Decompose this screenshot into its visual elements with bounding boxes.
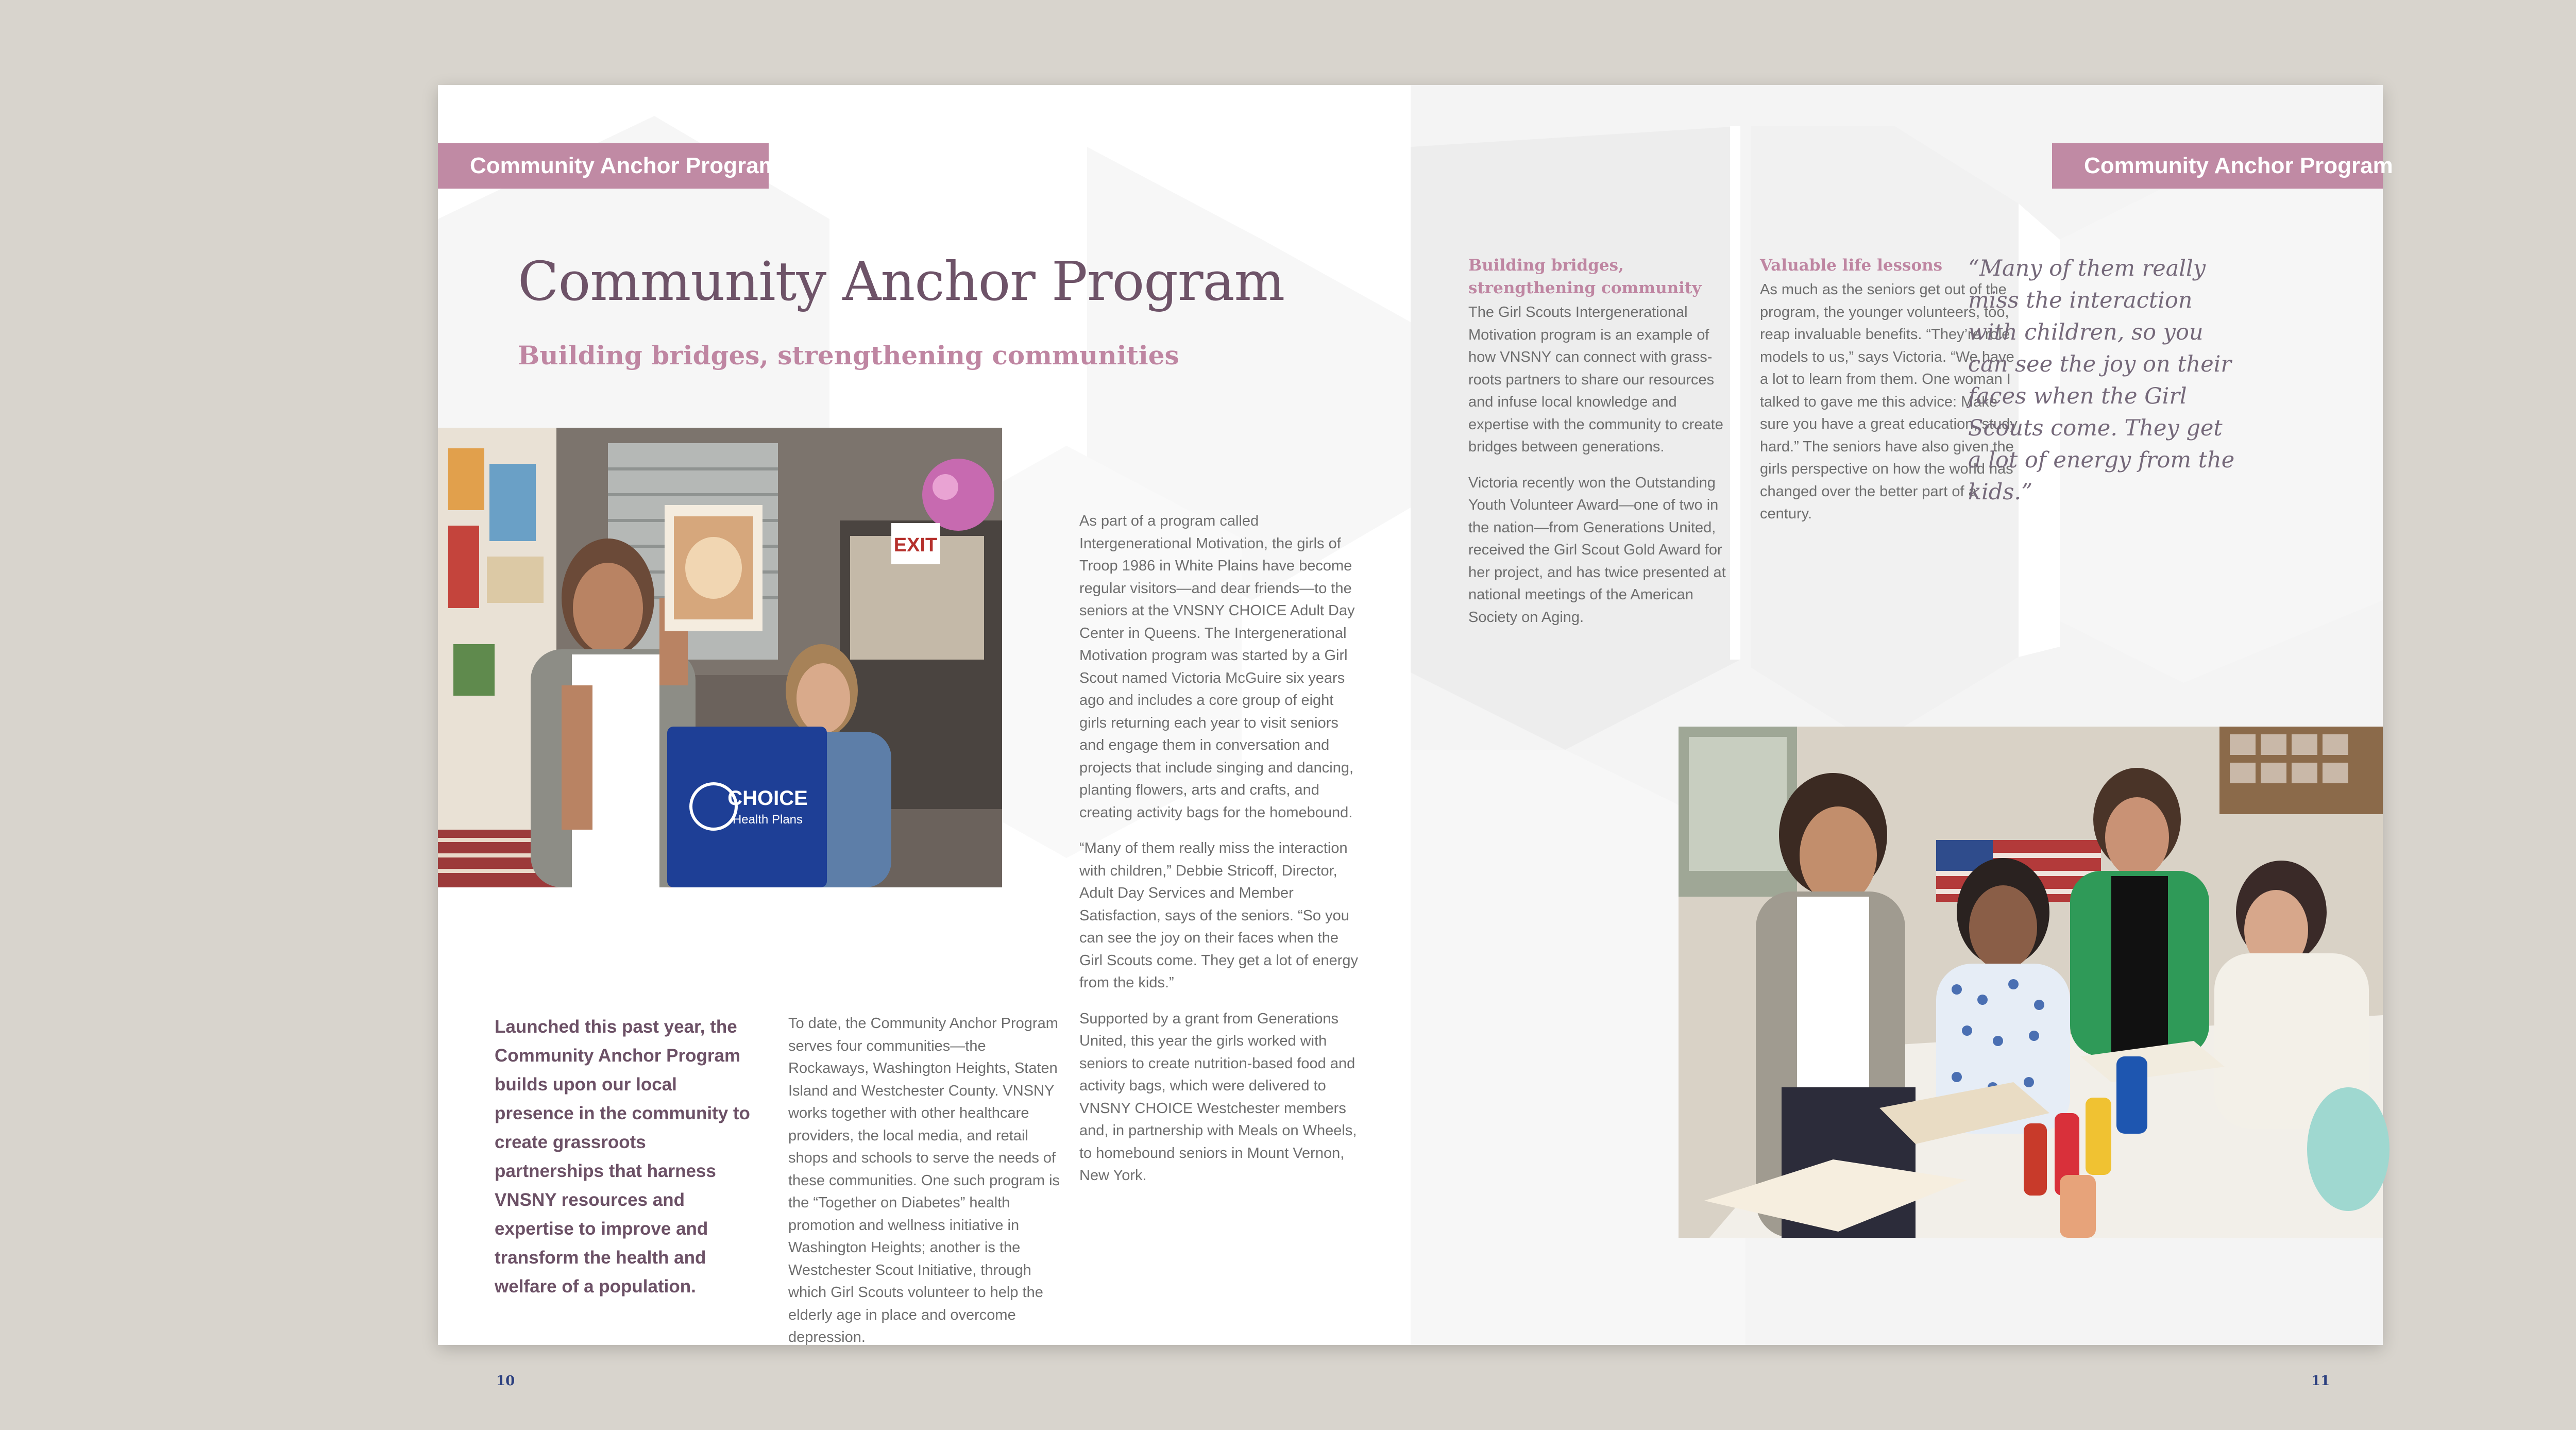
- brochure-spread: [438, 85, 2393, 1389]
- photo-illustration: [1679, 727, 2383, 1238]
- right-page: [1411, 85, 2393, 1389]
- photo-girl-scout-presenting: [438, 428, 1002, 887]
- sidebar-column-1: [1468, 254, 1736, 642]
- body-column-2: [788, 1013, 1061, 1362]
- body-paragraph: The Girl Scouts Intergenerational Motivation program is an example of how VNSNY can connect with grass-roots partners to share our resources and infuse local knowledge and expertise with the community to create bridges between generations.: [1468, 304, 1723, 455]
- exit-sign-text: EXIT: [893, 534, 938, 556]
- bag-logo-subtext: Health Plans: [732, 813, 803, 827]
- sidebar-heading: Valuable life lessons: [1760, 256, 1943, 275]
- photo-scouts-with-seniors: [1679, 727, 2383, 1238]
- lead-paragraph: Launched this past year, the Community Anchor Program builds upon our local presence in the community to create grassroots partnerships that harness VNSNY resources and expertise to improve and transform the health and welfare of a population.: [495, 1017, 750, 1297]
- body-column-3: [1079, 510, 1360, 1201]
- page-number-left: 10: [496, 1373, 515, 1389]
- body-paragraph: As much as the seniors get out of the program, the younger volunteers, too, reap invaluable benefits. “They’re role models to us,” says Victoria. “We have a lot to learn from them. One woman I talked to gave me this advice: Make sure you have a great education, study hard.” The seniors have also given the girls perspective on how the world has changed over the better part of a century.: [1760, 281, 2018, 522]
- bag-logo-text: CHOICE: [727, 787, 808, 810]
- body-paragraph: Victoria recently won the Outstanding Youth Volunteer Award—one of two in the nation—from Generations United, received the Girl Scout Gold Award for her project, and has twice presented at national meetings of the American Society on Aging.: [1468, 474, 1726, 626]
- body-paragraph: “Many of them really miss the interaction with children,” Debbie Stricoff, Director, Adult Day Services and Member Satisfaction, says of the seniors. “So you can see the joy on their faces when the Girl Scouts come. They get a lot of energy from the kids.”: [1079, 840, 1359, 991]
- page-title: Community Anchor Program: [518, 250, 1285, 313]
- left-page: [438, 85, 1411, 1389]
- photo-illustration: [438, 428, 1002, 887]
- sidebar-heading: Building bridges, strengthening community: [1468, 256, 1702, 297]
- section-tag-left: Community Anchor Program: [438, 143, 769, 189]
- page-number-right: 11: [2311, 1373, 2330, 1389]
- section-tag-right: Community Anchor Program: [2052, 143, 2383, 189]
- page-subtitle: Building bridges, strengthening communities: [518, 340, 1179, 371]
- body-paragraph: Supported by a grant from Generations United, this year the girls worked with seniors to create nutrition-based food and activity bags, which were delivered to VNSNY CHOICE Westchester members and, in partnership with Meals on Wheels, to homebound seniors in Mount Vernon, New York.: [1079, 1010, 1357, 1184]
- pull-quote: “Many of them really miss the interaction with children, so you can see the joy on their faces when the Girl Scouts come. They get a lot of energy from the kids.”: [1968, 256, 2235, 505]
- body-paragraph: To date, the Community Anchor Program serves four communities—the Rockaways, Washington Heights, Staten Island and Westchester County. VNSNY works together with other healthcare providers, the local media, and retail shops and schools to serve the needs of these communities. One such program is the “Together on Diabetes” health promotion and wellness initiative in Washington Heights; another is the Westchester Scout Initiative, through which Girl Scouts volunteer to help the elderly age in place and overcome depression.: [788, 1015, 1060, 1345]
- body-paragraph: As part of a program called Intergenerational Motivation, the girls of Troop 1986 in White Plains have become regular visitors—and dear friends—to the seniors at the VNSNY CHOICE Adult Day Center in Queens. The Intergenerational Motivation program was started by a Girl Scout named Victoria McGuire six years ago and includes a core group of eight girls returning each year to visit seniors and engage them in conversation and projects that include singing and dancing, planting flowers, arts and crafts, and creating activity bags for the homebound.: [1079, 513, 1355, 821]
